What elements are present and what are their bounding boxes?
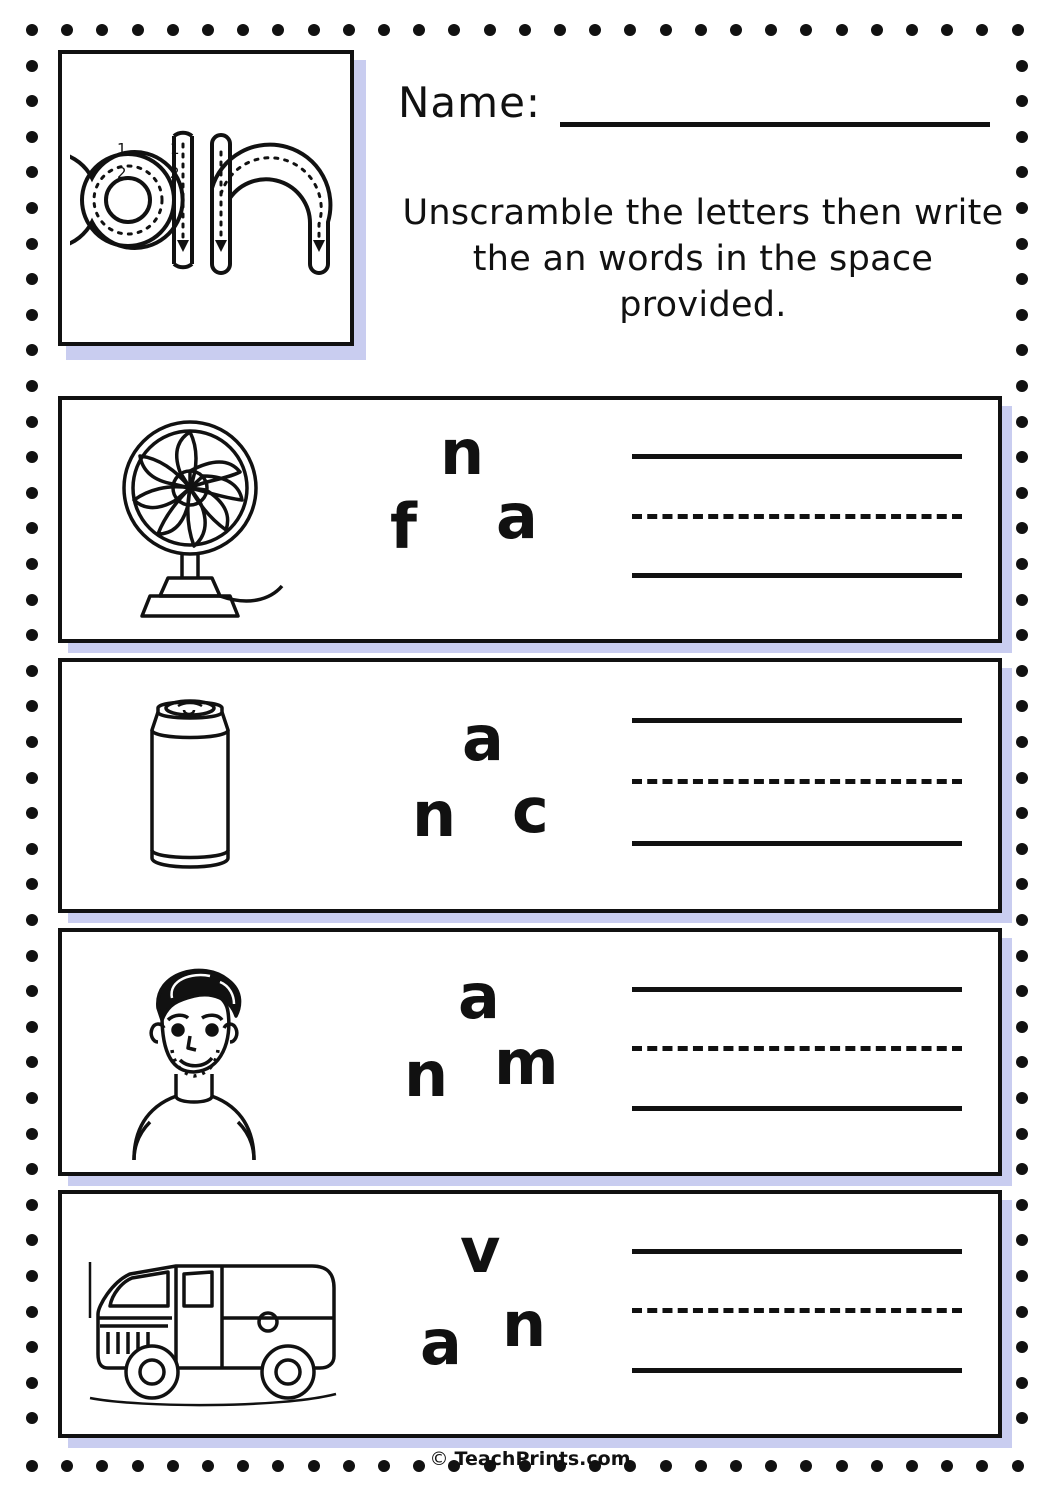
worksheet-header	[58, 50, 1002, 360]
border-dot	[26, 1377, 38, 1389]
border-dot	[1016, 629, 1028, 641]
border-dot	[906, 24, 918, 36]
border-dot	[26, 131, 38, 143]
border-dot	[26, 416, 38, 428]
border-dot	[695, 24, 707, 36]
border-dot	[1016, 558, 1028, 570]
border-dot	[1016, 950, 1028, 962]
scrambled-letter: a	[496, 480, 538, 553]
border-dot	[554, 24, 566, 36]
writing-line-solid[interactable]	[632, 573, 962, 578]
border-dot	[26, 914, 38, 926]
border-dot	[1016, 60, 1028, 72]
border-dot	[589, 24, 601, 36]
stroke-number: 2	[170, 164, 180, 182]
writing-line-solid[interactable]	[632, 454, 962, 459]
border-dot	[26, 594, 38, 606]
copyright-symbol: ©	[429, 1448, 455, 1470]
border-dot	[1016, 878, 1028, 890]
scrambled-letter: f	[390, 490, 417, 563]
border-dot	[26, 1092, 38, 1104]
border-dot	[308, 24, 320, 36]
writing-line-dashed[interactable]	[632, 779, 962, 784]
border-dot	[26, 843, 38, 855]
stroke-number: 2	[117, 164, 127, 182]
border-dot	[202, 24, 214, 36]
border-dot	[730, 24, 742, 36]
border-dot	[1016, 522, 1028, 534]
picture-electric-fan	[72, 400, 362, 639]
border-dot	[167, 24, 179, 36]
border-dot	[1016, 1234, 1028, 1246]
scrambled-letter: n	[412, 778, 457, 851]
border-dot	[26, 522, 38, 534]
border-dot	[1016, 1092, 1028, 1104]
border-dot	[1016, 131, 1028, 143]
border-dot	[1016, 1163, 1028, 1175]
border-dot	[96, 24, 108, 36]
writing-lines[interactable]	[632, 662, 962, 909]
border-dot	[26, 487, 38, 499]
border-dot	[1016, 1377, 1028, 1389]
exercise-row	[58, 1190, 1002, 1438]
border-dot	[26, 1021, 38, 1033]
border-dot	[1016, 772, 1028, 784]
border-dot	[26, 1234, 38, 1246]
scrambled-letters	[362, 932, 602, 1172]
border-dot	[26, 665, 38, 677]
border-dot	[26, 273, 38, 285]
border-dot	[26, 772, 38, 784]
footer	[0, 1448, 1060, 1470]
border-dot	[1016, 807, 1028, 819]
border-dot	[26, 1270, 38, 1282]
border-dot	[26, 1341, 38, 1353]
border-dot	[1016, 1341, 1028, 1353]
border-dot	[26, 309, 38, 321]
name-input-line[interactable]	[560, 70, 990, 127]
writing-line-solid[interactable]	[632, 1106, 962, 1111]
writing-line-solid[interactable]	[632, 1368, 962, 1373]
scrambled-letter: n	[404, 1038, 449, 1111]
border-dot	[1016, 1128, 1028, 1140]
border-dot	[1016, 736, 1028, 748]
border-dot	[26, 1306, 38, 1318]
writing-line-solid[interactable]	[632, 1249, 962, 1254]
border-dot	[484, 24, 496, 36]
border-dot	[26, 95, 38, 107]
border-dot	[624, 24, 636, 36]
border-dot	[941, 24, 953, 36]
writing-line-solid[interactable]	[632, 841, 962, 846]
picture-man	[72, 932, 362, 1172]
exercise-row	[58, 928, 1002, 1176]
writing-lines[interactable]	[632, 1194, 962, 1434]
writing-line-dashed[interactable]	[632, 1046, 962, 1051]
writing-line-solid[interactable]	[632, 718, 962, 723]
scrambled-letter: a	[458, 960, 500, 1033]
border-dot	[1016, 985, 1028, 997]
border-dot	[26, 380, 38, 392]
an-tracing-letters	[70, 114, 350, 294]
border-dot	[1016, 95, 1028, 107]
border-dot	[800, 24, 812, 36]
border-dot	[1016, 380, 1028, 392]
scrambled-letter: m	[494, 1026, 559, 1099]
border-dot	[26, 878, 38, 890]
border-dot	[26, 1128, 38, 1140]
border-dot	[1016, 1021, 1028, 1033]
border-dot	[26, 1412, 38, 1424]
picture-van	[72, 1194, 362, 1434]
border-dot	[26, 700, 38, 712]
border-dot	[272, 24, 284, 36]
border-dot	[765, 24, 777, 36]
stroke-number: 1	[170, 140, 180, 158]
letter-tile-box	[58, 50, 354, 346]
border-dot	[26, 1163, 38, 1175]
border-dot	[343, 24, 355, 36]
border-dot	[237, 24, 249, 36]
scrambled-letters	[362, 662, 602, 909]
border-dot	[26, 807, 38, 819]
border-dot	[1016, 1199, 1028, 1211]
border-dot	[1016, 309, 1028, 321]
writing-lines[interactable]	[632, 932, 962, 1172]
border-dot	[1012, 24, 1024, 36]
border-dot	[1016, 238, 1028, 250]
border-dot	[1016, 594, 1028, 606]
border-dot	[1016, 202, 1028, 214]
border-dot	[1016, 665, 1028, 677]
instructions-text: Unscramble the letters then write the an words in the space provided.	[402, 193, 1004, 326]
border-dot	[413, 24, 425, 36]
border-dot	[1016, 416, 1028, 428]
border-dot	[519, 24, 531, 36]
border-dot	[448, 24, 460, 36]
border-dot	[26, 950, 38, 962]
border-dot	[26, 1056, 38, 1068]
writing-line-dashed[interactable]	[632, 514, 962, 519]
scrambled-letter: c	[512, 774, 549, 847]
border-dot	[1016, 914, 1028, 926]
scrambled-letter: n	[440, 416, 485, 489]
scrambled-letter: a	[420, 1306, 462, 1379]
border-dot	[26, 1199, 38, 1211]
name-field-row	[398, 70, 998, 127]
writing-lines[interactable]	[632, 400, 962, 639]
border-dot	[1016, 1056, 1028, 1068]
border-dot	[1016, 344, 1028, 356]
scrambled-letter: n	[502, 1288, 547, 1361]
border-dot	[26, 451, 38, 463]
border-dot	[26, 24, 38, 36]
border-dot	[1016, 451, 1028, 463]
scrambled-letter: v	[460, 1214, 501, 1287]
scrambled-letters	[362, 400, 602, 639]
border-dot	[26, 202, 38, 214]
border-dot	[1016, 1412, 1028, 1424]
border-dot	[1016, 843, 1028, 855]
border-dot	[660, 24, 672, 36]
border-dot	[26, 558, 38, 570]
border-dot	[26, 238, 38, 250]
border-dot	[976, 24, 988, 36]
border-dot	[1016, 1270, 1028, 1282]
border-dot	[836, 24, 848, 36]
brand-name: TeachPrints.com	[454, 1448, 631, 1470]
border-dot	[378, 24, 390, 36]
stroke-number: 1	[117, 140, 127, 158]
exercise-row	[58, 658, 1002, 913]
writing-line-dashed[interactable]	[632, 1308, 962, 1313]
border-dot	[1016, 700, 1028, 712]
border-dot	[61, 24, 73, 36]
border-dot	[26, 985, 38, 997]
border-dot	[26, 166, 38, 178]
border-dot	[871, 24, 883, 36]
picture-soda-can	[72, 662, 362, 909]
border-dot	[1016, 1306, 1028, 1318]
border-dot	[1016, 166, 1028, 178]
scrambled-letters	[362, 1194, 602, 1434]
border-dot	[26, 344, 38, 356]
border-dot	[26, 736, 38, 748]
border-dot	[1016, 273, 1028, 285]
exercise-row	[58, 396, 1002, 643]
border-dot	[26, 629, 38, 641]
border-dot	[26, 60, 38, 72]
border-dot	[132, 24, 144, 36]
border-dot	[1016, 487, 1028, 499]
writing-line-solid[interactable]	[632, 987, 962, 992]
name-label: Name:	[398, 78, 542, 127]
scrambled-letter: a	[462, 702, 504, 775]
